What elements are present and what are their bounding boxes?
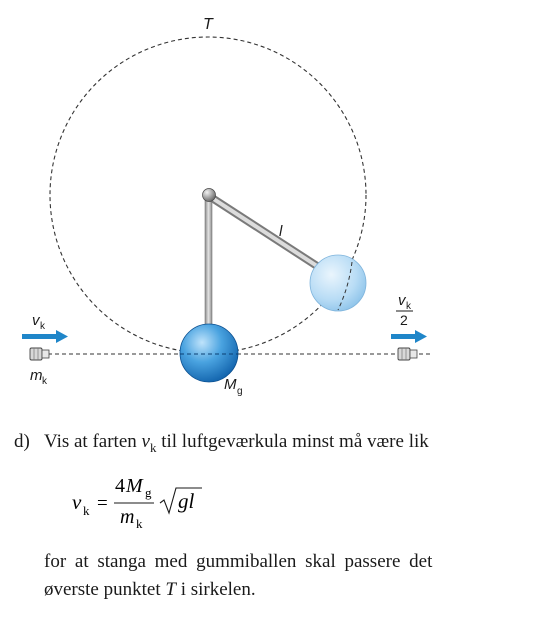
label-Mg-sub: g <box>237 386 243 397</box>
eq-lhs-sub: k <box>83 503 90 518</box>
question-line3 <box>44 579 256 601</box>
question-v: v <box>141 431 150 452</box>
label-mk: m <box>30 367 43 384</box>
eq-sqrt-arg: gl <box>178 489 195 513</box>
label-vk2-num: v <box>398 292 406 309</box>
label-mk-sub: k <box>42 376 47 387</box>
question-line3-pre: øverste punktet <box>44 579 166 600</box>
eq-den-m: m <box>120 506 135 528</box>
question-line2: for at stanga med gummiballen skal passere det <box>44 551 433 572</box>
label-vk-left: v <box>32 312 40 329</box>
question-text-post: til luftgeværkula minst må være lik <box>156 431 429 452</box>
question-text <box>44 431 429 453</box>
question-text-pre: Vis at farten <box>44 431 142 452</box>
label-Mg: M <box>224 376 237 393</box>
equation <box>72 473 232 529</box>
question-label: d) <box>14 431 30 452</box>
label-l: l <box>279 223 283 240</box>
question-line3-post: i sirkelen. <box>175 579 256 600</box>
label-vk-left-sub: k <box>40 321 45 332</box>
label-vk2-den: 2 <box>400 312 408 328</box>
eq-num-M: M <box>126 475 143 497</box>
question-line3-T: T <box>165 579 176 600</box>
question-v-sub: k <box>149 440 157 455</box>
eq-num-sub: g <box>145 485 152 500</box>
eq-num-coef: 4 <box>115 475 125 497</box>
label-T: T <box>203 16 213 33</box>
eq-den-sub: k <box>136 516 143 529</box>
eq-lhs-v: v <box>72 490 82 514</box>
label-vk2-num-sub: k <box>406 301 411 312</box>
eq-equals: = <box>97 493 108 514</box>
